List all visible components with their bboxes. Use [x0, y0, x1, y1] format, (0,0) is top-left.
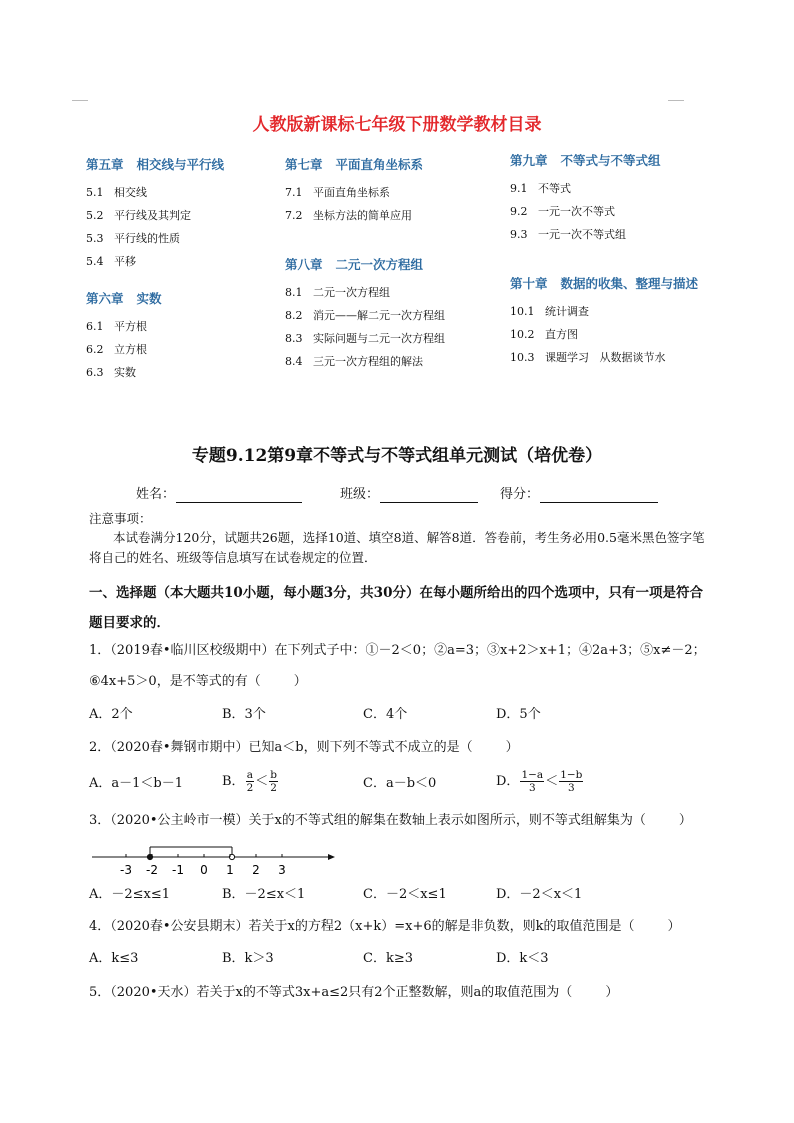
- chapter-heading: 第五章 相交线与平行线: [86, 157, 225, 172]
- question-2-option-b[interactable]: [222, 764, 279, 800]
- toc-section: 10.1 统计调查: [510, 305, 589, 318]
- question-1-option-b[interactable]: B．3个: [222, 707, 266, 722]
- question-1-option-a[interactable]: A．2个: [89, 707, 133, 722]
- toc-section: 5.4 平移: [86, 255, 136, 268]
- name-label: 姓名：: [136, 487, 176, 502]
- question-5-stem: 5．（2020•天水）若关于x的不等式3x+a≤2只有2个正整数解，则a的取值范围为（ ）: [89, 985, 619, 1000]
- toc-section: 10.3 课题学习 从数据谈节水: [510, 351, 666, 364]
- toc-section: 5.1 相交线: [86, 186, 147, 199]
- toc-section: 7.1 平面直角坐标系: [285, 186, 390, 199]
- fraction: [269, 769, 278, 794]
- relation-sign: ＜: [255, 774, 269, 789]
- score-field[interactable]: [540, 502, 658, 503]
- corner-mark-right: [668, 100, 684, 101]
- relation-sign: ＜: [545, 774, 559, 789]
- toc-section: 6.3 实数: [86, 366, 136, 379]
- chapter-heading: 第十章 数据的收集、整理与描述: [510, 276, 699, 291]
- fraction: [246, 769, 255, 794]
- toc-section: 10.2 直方图: [510, 328, 578, 341]
- tick-label: 1: [226, 863, 234, 877]
- fraction-numerator: 1−a: [521, 769, 544, 781]
- paper-title: 专题9.12第9章不等式与不等式组单元测试（培优卷）: [191, 446, 603, 466]
- toc-section: 6.2 立方根: [86, 343, 147, 356]
- corner-mark-left: [72, 100, 88, 101]
- fraction-denominator: 3: [528, 782, 536, 794]
- question-3-option-d[interactable]: D．－2＜x＜1: [496, 887, 583, 902]
- question-1-stem-cont: ⑥4x+5＞0，是不等式的有（ ）: [89, 674, 307, 689]
- chapter-heading: 第九章 不等式与不等式组: [510, 153, 661, 168]
- question-3-option-b[interactable]: B．－2≤x＜1: [222, 887, 306, 902]
- question-3-stem: 3．（2020•公主岭市一模）关于x的不等式组的解集在数轴上表示如图所示，则不等式组解集为（ ）: [89, 813, 692, 828]
- fraction-denominator: 2: [246, 782, 254, 794]
- question-3-option-a[interactable]: A．－2≤x≤1: [89, 887, 171, 902]
- tick-label: -2: [146, 863, 158, 877]
- fraction-denominator: 3: [567, 782, 575, 794]
- toc-title: 人教版新课标七年级下册数学教材目录: [252, 115, 542, 135]
- chapter-heading: 第八章 二元一次方程组: [285, 257, 424, 272]
- toc-column-1: [86, 155, 276, 384]
- toc-section: 9.1 不等式: [510, 182, 571, 195]
- option-prefix: D．: [496, 774, 520, 789]
- question-2-option-d[interactable]: [496, 764, 584, 800]
- question-4-option-a[interactable]: A．k≤3: [89, 951, 139, 966]
- toc-section: 8.4 三元一次方程组的解法: [285, 355, 423, 368]
- tick-label: 0: [200, 863, 208, 877]
- question-4-option-d[interactable]: D．k＜3: [496, 951, 549, 966]
- question-1-option-c[interactable]: C．4个: [363, 707, 408, 722]
- fraction-numerator: b: [270, 769, 277, 781]
- toc-section: 6.1 平方根: [86, 320, 147, 333]
- toc-column-3: [510, 151, 740, 369]
- fraction-numerator: 1−b: [560, 769, 583, 781]
- toc-column-2: [285, 155, 500, 373]
- tick-label: -3: [120, 863, 132, 877]
- question-1-stem: 1．（2019春•临川区校级期中）在下列式子中：①－2＜0；②a=3；③x+2＞x+1；④2a+3；⑤x≠－2；: [89, 643, 706, 658]
- number-line-figure: [90, 842, 340, 878]
- toc-section: 5.3 平行线的性质: [86, 232, 180, 245]
- toc-section: 8.3 实际问题与二元一次方程组: [285, 332, 445, 345]
- class-field[interactable]: [380, 502, 478, 503]
- question-2-stem: 2．（2020春•舞钢市期中）已知a＜b，则下列不等式不成立的是（ ）: [89, 740, 519, 755]
- number-line-arrow: [328, 854, 335, 860]
- name-field[interactable]: [176, 502, 302, 503]
- fraction: [559, 769, 583, 794]
- chapter-heading: 第六章 实数: [86, 291, 162, 306]
- class-label: 班级：: [340, 487, 380, 502]
- question-4-stem: 4．（2020春•公安县期末）若关于x的方程2（x+k）=x+6的解是非负数，则k的取值范围是（ ）: [89, 919, 681, 934]
- chapter-heading: 第七章 平面直角坐标系: [285, 157, 424, 172]
- tick-label: 2: [252, 863, 260, 877]
- toc-section: 9.2 一元一次不等式: [510, 205, 615, 218]
- score-label: 得分：: [500, 487, 540, 502]
- question-2-option-a[interactable]: A．a－1＜b－1: [89, 776, 184, 791]
- student-info-row: [136, 485, 696, 505]
- toc-section: 9.3 一元一次不等式组: [510, 228, 626, 241]
- toc-section: 8.2 消元——解二元一次方程组: [285, 309, 445, 322]
- question-2-option-c[interactable]: C．a－b＜0: [363, 776, 437, 791]
- option-prefix: B．: [222, 774, 245, 789]
- notes-label: 注意事项：: [89, 511, 152, 526]
- tick-label: 3: [278, 863, 286, 877]
- notes-text: 本试卷满分120分，试题共26题，选择10道、填空8道、解答8道．答卷前，考生务必用0.5毫米黑色签字笔将自己的姓名、班级等信息填写在试卷规定的位置．: [89, 530, 705, 565]
- section-heading-choice: 一、选择题（本大题共10小题，每小题3分，共30分）在每小题所给出的四个选项中，只有一项是符合题目要求的．: [89, 585, 703, 631]
- question-1-option-d[interactable]: D．5个: [496, 707, 541, 722]
- question-4-option-c[interactable]: C．k≥3: [363, 951, 413, 966]
- question-3-option-c[interactable]: C．－2＜x≤1: [363, 887, 447, 902]
- fraction-numerator: a: [246, 769, 254, 781]
- toc-section: 7.2 坐标方法的简单应用: [285, 209, 412, 222]
- fraction-denominator: 2: [270, 782, 277, 794]
- question-4-option-b[interactable]: B．k＞3: [222, 951, 274, 966]
- tick-label: -1: [172, 863, 184, 877]
- fraction: [520, 769, 544, 794]
- toc-section: 5.2 平行线及其判定: [86, 209, 191, 222]
- toc-section: 8.1 二元一次方程组: [285, 286, 390, 299]
